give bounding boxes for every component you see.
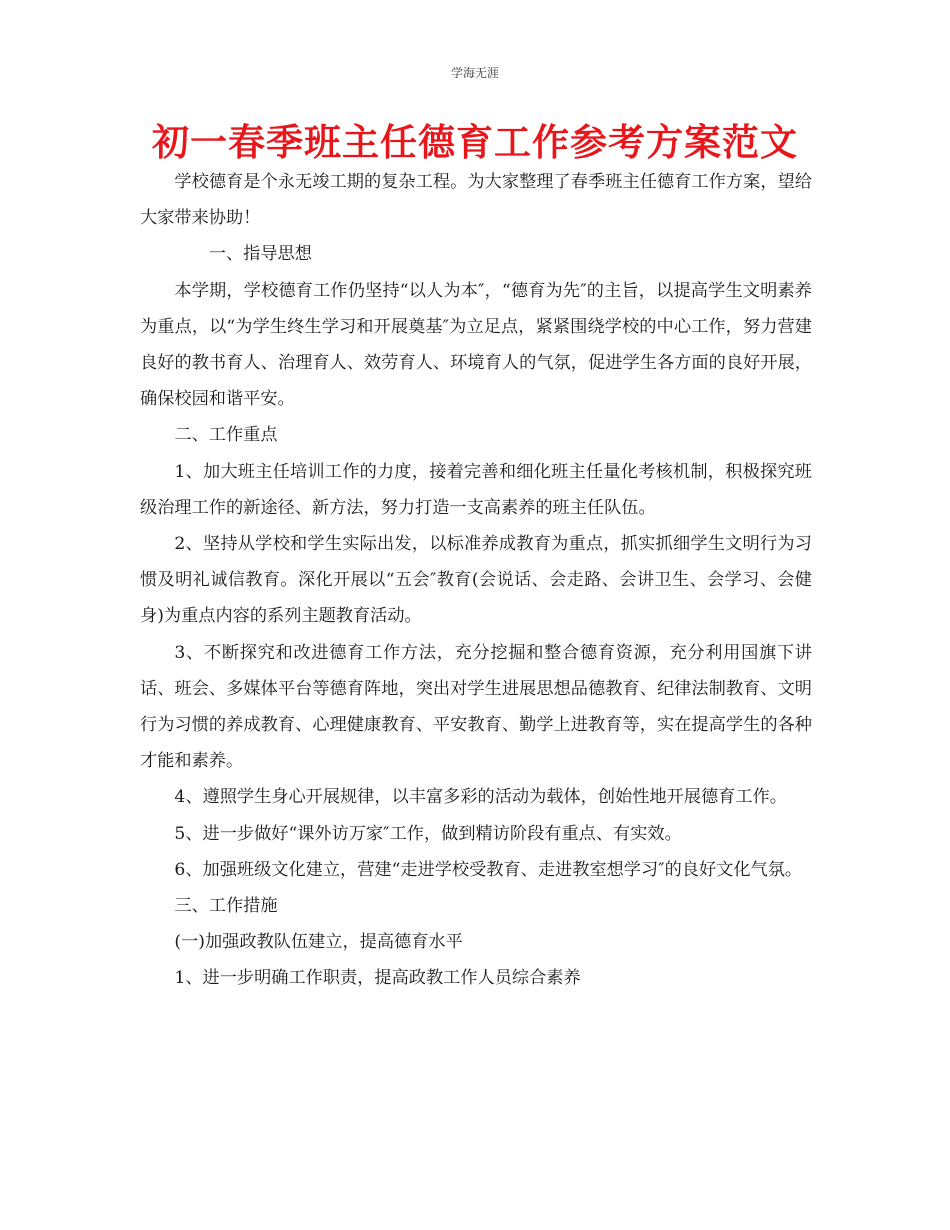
paragraph-intro: 学校德育是个永无竣工期的复杂工程。为大家整理了春季班主任德育工作方案，望给大家带来协助！ xyxy=(140,172,812,229)
paragraph-focus-2: 2、坚持从学校和学生实际出发，以标准养成教育为重点，抓实抓细学生文明行为习惯及明礼诚信教育。深化开展以“五会″教育(会说话、会走路、会讲卫生、会学习、会健身)为重点内容的系列主题教育活动。 xyxy=(140,534,812,627)
document-title: 初一春季班主任德育工作参考方案范文 xyxy=(152,121,798,164)
section-heading-guiding-thought: 一、指导思想 xyxy=(208,244,312,265)
document-body xyxy=(140,164,812,997)
paragraph-focus-6: 6、加强班级文化建立，营建“走进学校受教育、走进教室想学习″的良好文化气氛。 xyxy=(174,859,803,880)
paragraph-guiding-thought: 本学期，学校德育工作仍坚持“以人为本″，“德育为先″的主旨，以提高学生文明素养为重点，以“为学生终生学习和开展奠基″为立足点，紧紧围绕学校的中心工作，努力营建良好的教书育人、治理育人、效劳育人、环境育人的气氛，促进学生各方面的良好开展，确保校园和谐平安。 xyxy=(140,280,812,410)
header-note: 学海无涯 xyxy=(450,66,499,80)
subsection-heading-team-building: (一)加强政教队伍建立，提高德育水平 xyxy=(174,932,463,953)
section-heading-work-focus: 二、工作重点 xyxy=(174,425,278,446)
paragraph-focus-4: 4、遵照学生身心开展规律，以丰富多彩的活动为载体，创始性地开展德育工作。 xyxy=(174,787,787,808)
paragraph-focus-5: 5、进一步做好“课外访万家″工作，做到精访阶段有重点、有实效。 xyxy=(174,823,682,844)
paragraph-focus-1: 1、加大班主任培训工作的力度，接着完善和细化班主任量化考核机制，积极探究班级治理工作的新途径、新方法，努力打造一支高素养的班主任队伍。 xyxy=(140,461,812,518)
paragraph-measure-1: 1、进一步明确工作职责，提高政教工作人员综合素养 xyxy=(174,968,581,989)
paragraph-focus-3: 3、不断探究和改进德育工作方法，充分挖掘和整合德育资源，充分利用国旗下讲话、班会、多媒体平台等德育阵地，突出对学生进展思想品德教育、纪律法制教育、文明行为习惯的养成教育、心理健康教育、平安教育、勤学上进教育等，实在提高学生的各种才能和素养。 xyxy=(140,642,812,772)
section-heading-work-measures: 三、工作措施 xyxy=(174,896,278,917)
